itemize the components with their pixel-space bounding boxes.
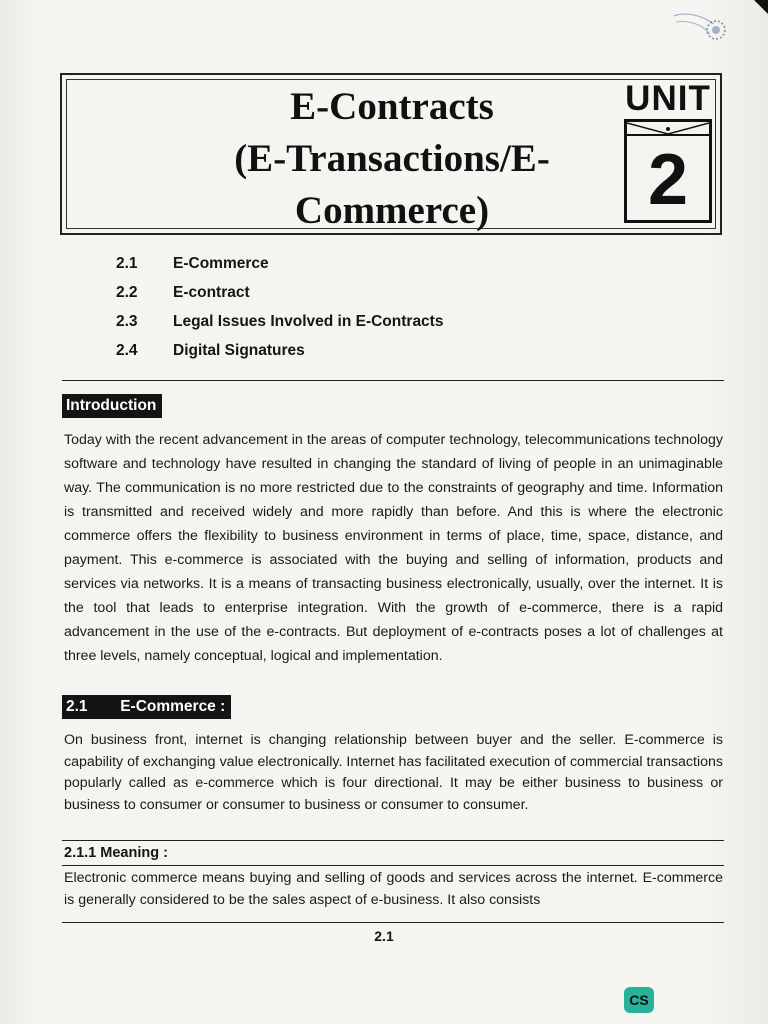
section-heading-2-1 [62,695,231,719]
scanner-badge: CS [624,987,654,1013]
title-line-3: Commerce) [294,189,490,232]
section-title: E-Commerce : [120,698,226,715]
section-number: 2.1 [66,698,88,715]
contents-item-label: Digital Signatures [173,342,305,359]
introduction-heading: Introduction [62,394,162,418]
section-2-1-text: On business front, internet is changing relationship between buyer and the seller. E-commerce is capability of exchanging value electronically. Internet has facilitated execution of commercial transactions popularly called as e-commerce which is four directional. It may be either business to business or business to consumer or consumer to business or consumer to consumer. [64,732,723,813]
contents-item-number: 2.2 [116,284,138,301]
unit-number: 2 [647,140,689,220]
contents-item-number: 2.4 [116,342,138,359]
contents-item-number: 2.1 [116,255,138,272]
corner-mark [754,0,768,14]
section-2-1-1-text: Electronic commerce means buying and selling of goods and services across the internet. E-commerce is generally considered to be the sales aspect of e-business. It also consists [64,870,723,908]
divider-rule [62,380,724,381]
unit-title [182,81,602,237]
contents-item-label: E-contract [173,284,250,301]
divider-rule [62,840,724,841]
unit-label: UNIT [625,79,711,118]
introduction-text: Today with the recent advancement in the areas of computer technology, telecommunications technology software and technology have resulted in changing the standard of living of people in an unimaginable way. The communication is no more restricted due to the constraints of geography and time. Information is transmitted and received widely and more rapidly than before. And this is where the electronic commerce offers the flexibility to business environment in terms of place, time, space, distance, and payment. This e-commerce is associated with the buying and selling of information, products and services via networks. It is a means of transacting business electronically, usually, over the internet. It is the tool that leads to enterprise integration. With the growth of e-commerce, there is a rapid advancement in the use of the e-contracts. But deployment of e-contracts poses a lot of challenges at three levels, namely conceptual, logical and implementation. [64,432,723,664]
footer-rule [62,922,724,923]
unit-title-box [60,73,722,235]
unit-number-box [624,119,712,223]
ink-stamp-icon [670,8,732,48]
contents-item-label: Legal Issues Involved in E-Contracts [173,313,444,330]
divider-rule [62,865,724,866]
calendar-flap-icon [627,122,709,136]
title-line-2: (E-Transactions/E- [234,137,550,180]
contents-item-number: 2.3 [116,313,138,330]
subsection-heading-2-1-1: 2.1.1 Meaning : [64,845,168,861]
contents-item-label: E-Commerce [173,255,269,272]
title-line-1: E-Contracts [290,85,494,128]
page-number: 2.1 [374,928,394,944]
